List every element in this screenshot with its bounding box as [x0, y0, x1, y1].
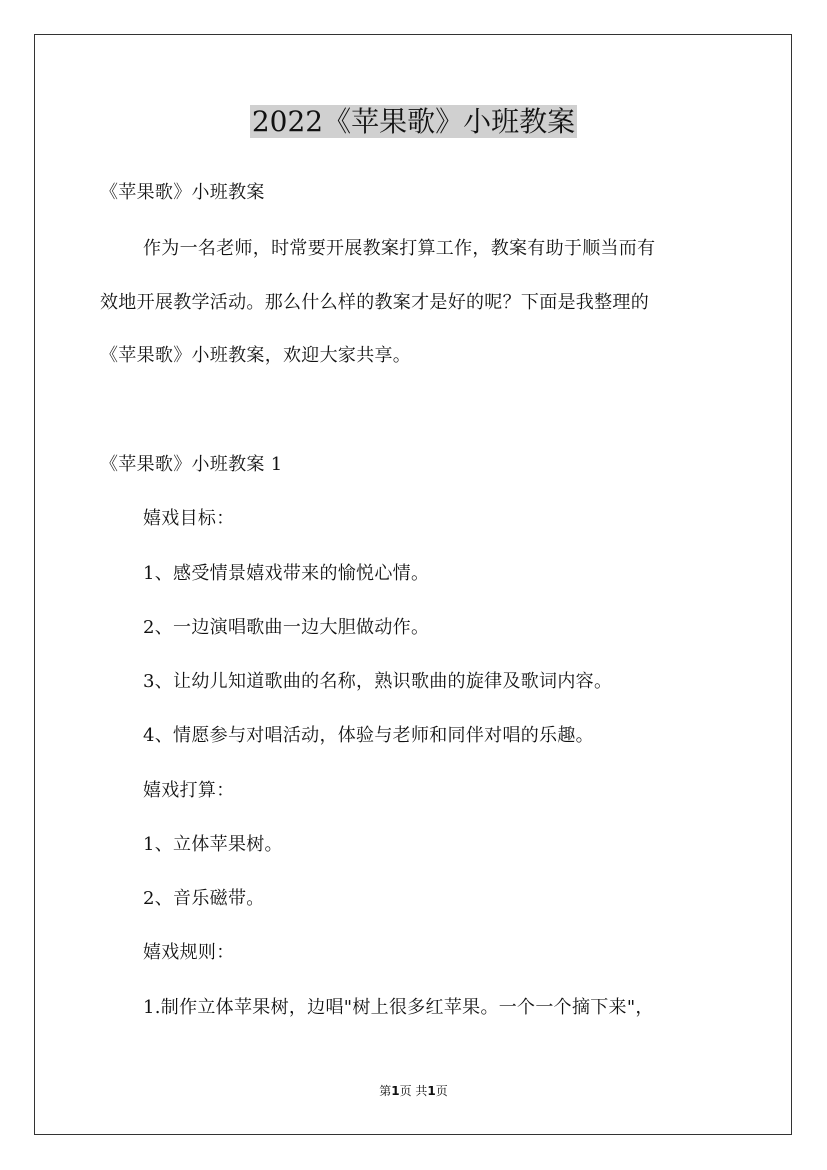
goal-item-2: 2、一边演唱歌曲一边大胆做动作。 — [143, 617, 430, 638]
rules-heading: 嬉戏规则： — [143, 942, 235, 963]
footer-total-suffix: 页 — [435, 1084, 448, 1098]
section-heading: 《苹果歌》小班教案 1 — [100, 454, 283, 475]
goal-item-4: 4、情愿参与对唱活动，体验与老师和同伴对唱的乐趣。 — [143, 725, 594, 746]
doc-subtitle: 《苹果歌》小班教案 — [100, 182, 265, 203]
document-title — [0, 102, 827, 142]
intro-line-3: 《苹果歌》小班教案，欢迎大家共享。 — [100, 345, 412, 366]
prep-heading: 嬉戏打算： — [143, 780, 235, 801]
footer-page-number: 1 — [391, 1084, 400, 1098]
intro-line-1: 作为一名老师，时常要开展教案打算工作，教案有助于顺当而有 — [143, 238, 656, 259]
intro-line-2: 效地开展教学活动。那么什么样的教案才是好的呢？下面是我整理的 — [100, 292, 649, 313]
goals-heading: 嬉戏目标： — [143, 508, 235, 529]
rule-item-1: 1.制作立体苹果树，边唱"树上很多红苹果。一个一个摘下来"， — [143, 997, 654, 1018]
footer-page-suffix: 页 共 — [399, 1084, 428, 1098]
goal-item-3: 3、让幼儿知道歌曲的名称，熟识歌曲的旋律及歌词内容。 — [143, 671, 613, 692]
footer-page-prefix: 第 — [379, 1084, 392, 1098]
goal-item-1: 1、感受情景嬉戏带来的愉悦心情。 — [143, 563, 430, 584]
prep-item-2: 2、音乐磁带。 — [143, 888, 265, 909]
page-footer — [0, 1083, 827, 1099]
document-title-text: 2022《苹果歌》小班教案 — [251, 105, 576, 138]
footer-total-pages: 1 — [427, 1084, 436, 1098]
prep-item-1: 1、立体苹果树。 — [143, 834, 283, 855]
